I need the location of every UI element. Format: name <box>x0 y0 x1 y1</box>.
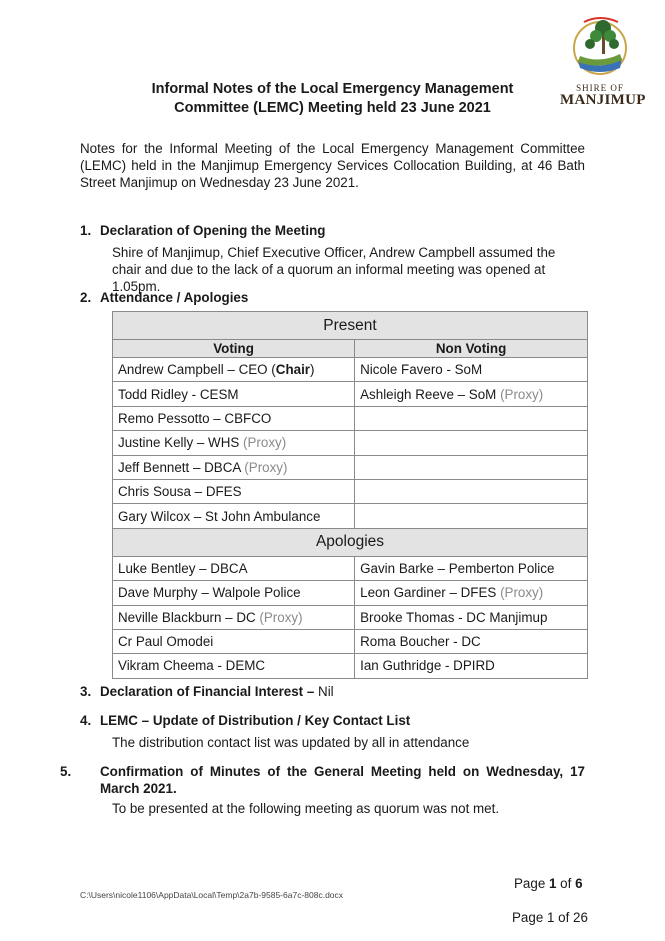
apology-cell: Luke Bentley – DBCA <box>113 556 355 580</box>
non-voting-cell <box>355 406 588 430</box>
voting-cell: Remo Pessotto – CBFCO <box>113 406 355 430</box>
section-number: 3. <box>80 684 92 699</box>
logo-text-line1: SHIRE OF <box>576 83 624 93</box>
apology-cell: Brooke Thomas - DC Manjimup <box>355 605 588 629</box>
table-row <box>113 479 588 503</box>
section-number: 5. <box>60 764 72 779</box>
section-title: Declaration of Opening the Meeting <box>100 223 326 238</box>
non-voting-header: Non Voting <box>355 340 588 358</box>
financial-interest-value: Nil <box>314 684 334 699</box>
non-voting-cell <box>355 455 588 479</box>
section-4-heading <box>80 712 585 729</box>
voting-cell: Chris Sousa – DFES <box>113 479 355 503</box>
apology-cell: Roma Boucher - DC <box>355 629 588 653</box>
title-line-1: Informal Notes of the Local Emergency Management <box>151 81 514 97</box>
section-number: 1. <box>80 223 92 238</box>
voting-cell: Andrew Campbell – CEO (Chair) <box>113 358 355 382</box>
apology-cell: Vikram Cheema - DEMC <box>113 654 355 678</box>
table-row <box>113 581 588 605</box>
non-voting-cell: Ashleigh Reeve – SoM (Proxy) <box>355 382 588 406</box>
section-3-heading <box>80 683 585 700</box>
apologies-header: Apologies <box>113 528 588 556</box>
apology-cell: Gavin Barke – Pemberton Police <box>355 556 588 580</box>
apology-cell: Neville Blackburn – DC (Proxy) <box>113 605 355 629</box>
table-row <box>113 358 588 382</box>
page-number-total: Page 1 of 26 <box>512 910 588 925</box>
intro-paragraph: Notes for the Informal Meeting of the Local Emergency Management Committee (LEMC) held in the Manjimup Emergency Services Collocation Building, at 46 Bath Street Manjimup on Wednesday 23 June 2021. <box>80 141 585 190</box>
table-row <box>113 629 588 653</box>
voting-header: Voting <box>113 340 355 358</box>
apology-cell: Cr Paul Omodei <box>113 629 355 653</box>
title-line-2: Committee (LEMC) Meeting held 23 June 2021 <box>174 100 491 116</box>
table-row <box>113 406 588 430</box>
voting-cell: Todd Ridley - CESM <box>113 382 355 406</box>
section-title: LEMC – Update of Distribution / Key Contact List <box>100 713 411 728</box>
table-row <box>113 382 588 406</box>
non-voting-cell <box>355 431 588 455</box>
non-voting-cell <box>355 504 588 528</box>
voting-cell: Gary Wilcox – St John Ambulance <box>113 504 355 528</box>
table-row <box>113 654 588 678</box>
page-number: Page 1 of 6 <box>514 876 583 891</box>
section-5-body: To be presented at the following meeting as quorum was not met. <box>112 801 500 816</box>
attendance-table <box>112 311 588 679</box>
non-voting-cell: Nicole Favero - SoM <box>355 358 588 382</box>
table-row <box>113 504 588 528</box>
table-row <box>113 605 588 629</box>
section-5-heading <box>60 763 585 797</box>
table-row <box>113 431 588 455</box>
non-voting-cell <box>355 479 588 503</box>
apology-cell: Leon Gardiner – DFES (Proxy) <box>355 581 588 605</box>
section-1-heading <box>80 222 585 239</box>
present-header: Present <box>113 312 588 340</box>
section-4-body: The distribution contact list was updated by all in attendance <box>112 735 470 750</box>
table-row <box>113 556 588 580</box>
document-title <box>80 80 585 118</box>
section-title: Attendance / Apologies <box>100 290 249 305</box>
voting-cell: Justine Kelly – WHS (Proxy) <box>113 431 355 455</box>
section-number: 4. <box>80 713 92 728</box>
logo-text-line2: MANJIMUP <box>560 92 646 108</box>
table-row <box>113 455 588 479</box>
section-number: 2. <box>80 290 92 305</box>
file-path: C:\Users\nicole1106\AppData\Local\Temp\2a7b-9585-6a7c-808c.docx <box>80 890 344 900</box>
apology-cell: Dave Murphy – Walpole Police <box>113 581 355 605</box>
section-title: Confirmation of Minutes of the General Meeting held on Wednesday, 17 March 2021. <box>100 764 585 796</box>
section-2-heading <box>80 289 585 306</box>
section-1-body: Shire of Manjimup, Chief Executive Officer, Andrew Campbell assumed the chair and due to the lack of a quorum an informal meeting was opened at 1.05pm. <box>112 245 556 294</box>
section-title: Declaration of Financial Interest – <box>100 684 315 699</box>
apology-cell: Ian Guthridge - DPIRD <box>355 654 588 678</box>
voting-cell: Jeff Bennett – DBCA (Proxy) <box>113 455 355 479</box>
